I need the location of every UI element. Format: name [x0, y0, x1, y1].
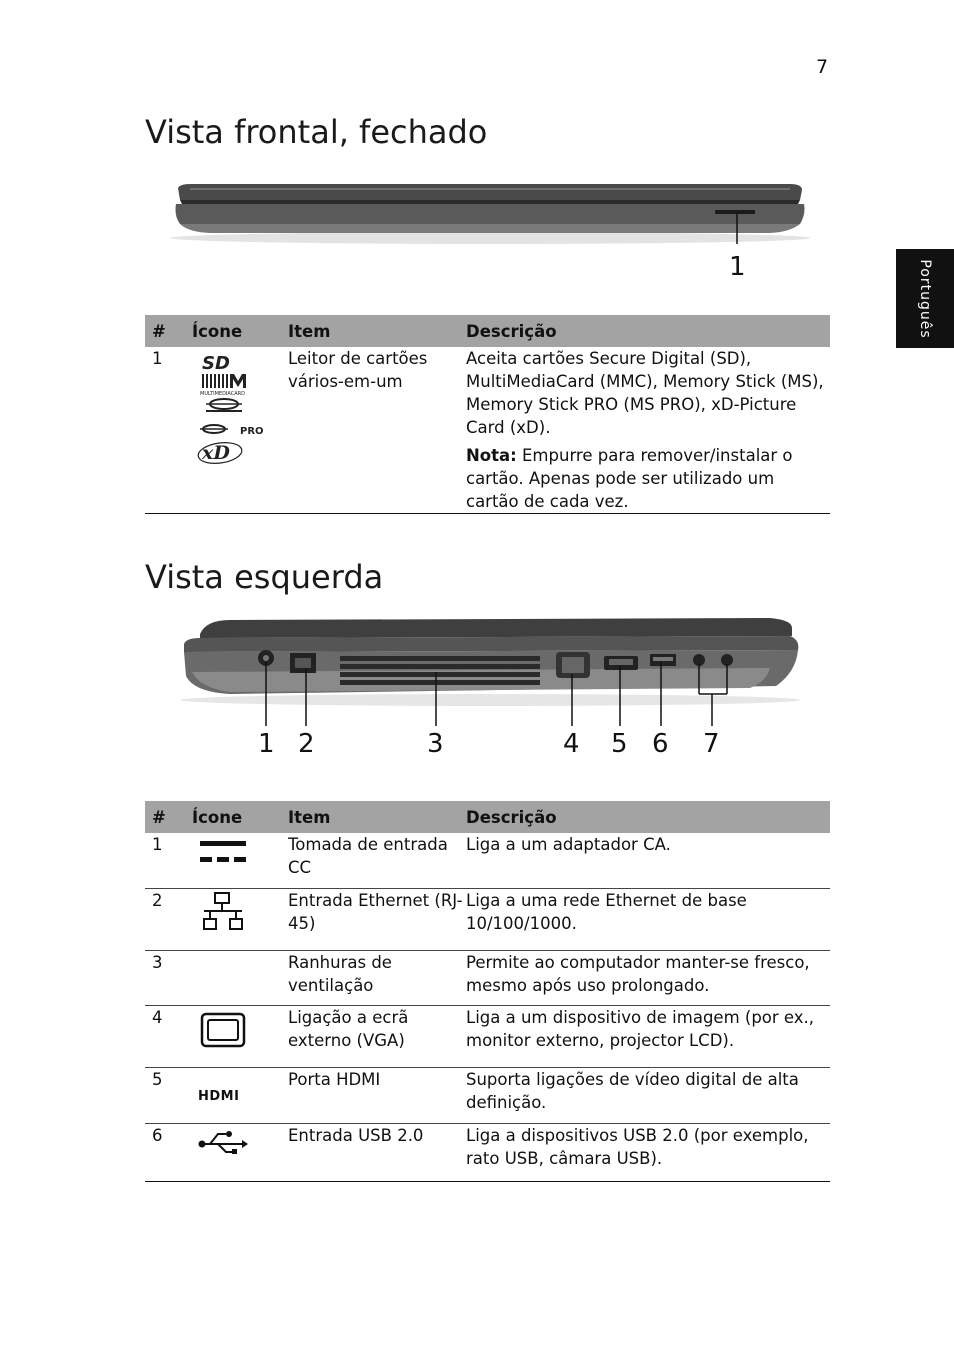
hdmi-icon: [196, 1068, 256, 1108]
laptop-front-illustration: [160, 178, 820, 288]
left-callout-7: 7: [703, 729, 720, 759]
header-item: Item: [288, 315, 466, 347]
row-num: 1: [145, 347, 192, 514]
row-icon: [192, 1067, 288, 1123]
row-icon: [192, 1123, 288, 1181]
row-desc: Permite ao computador manter-se fresco, mesmo após uso prolongado.: [466, 950, 830, 1005]
header-item: Item: [288, 801, 466, 833]
language-tab-label: Português: [917, 258, 933, 339]
laptop-left-illustration: [170, 612, 810, 732]
row-note: [466, 444, 830, 513]
row-desc: Liga a um dispositivo de imagem (por ex., monitor externo, projector LCD).: [466, 1005, 830, 1067]
note-label: Nota:: [466, 446, 517, 465]
row-item: Ligação a ecrã externo (VGA): [288, 1005, 466, 1067]
left-callout-2: 2: [298, 729, 315, 759]
left-callout-5: 5: [611, 729, 628, 759]
sd-mmc-ms-xd-logos-icon: [196, 347, 276, 467]
row-icon: [192, 1005, 288, 1067]
left-callout-4: 4: [563, 729, 580, 759]
row-num: 2: [145, 888, 192, 950]
row-item: Entrada Ethernet (RJ-45): [288, 888, 466, 950]
table-row: [145, 888, 830, 950]
ethernet-icon: [196, 889, 256, 937]
row-icon: [192, 833, 288, 888]
header-num: #: [145, 315, 192, 347]
header-icon: Ícone: [192, 801, 288, 833]
row-desc: [466, 347, 830, 514]
table-row: [145, 833, 830, 888]
note-text: Empurre para remover/instalar o cartão. Apenas pode ser utilizado um cartão de cada vez.: [466, 446, 793, 511]
row-icon-empty: [192, 950, 288, 1005]
table-row: [145, 1123, 830, 1181]
svg-text:SD: SD: [202, 353, 230, 374]
language-tab: [896, 249, 954, 348]
row-item: Tomada de entrada CC: [288, 833, 466, 888]
row-desc: Liga a uma rede Ethernet de base 10/100/1000.: [466, 888, 830, 950]
row-item: Entrada USB 2.0: [288, 1123, 466, 1181]
front-callout-1: 1: [729, 252, 746, 282]
table-row: [145, 347, 830, 514]
row-num: 1: [145, 833, 192, 888]
left-callout-3: 3: [427, 729, 444, 759]
header-desc: Descrição: [466, 801, 830, 833]
table-row: [145, 1005, 830, 1067]
table-header-row: [145, 801, 830, 833]
usb-icon: [196, 1124, 256, 1164]
header-icon: Ícone: [192, 315, 288, 347]
svg-text:xD: xD: [202, 442, 230, 464]
header-num: #: [145, 801, 192, 833]
table-row: [145, 950, 830, 1005]
svg-text:HDMI: HDMI: [198, 1088, 240, 1104]
left-callout-6: 6: [652, 729, 669, 759]
front-view-title: Vista frontal, fechado: [145, 113, 488, 151]
row-desc: Liga a dispositivos USB 2.0 (por exemplo, rato USB, câmara USB).: [466, 1123, 830, 1181]
dc-in-icon: [196, 833, 256, 873]
row-icon: [192, 888, 288, 950]
table-header-row: [145, 315, 830, 347]
row-item: Ranhuras de ventilação: [288, 950, 466, 1005]
row-num: 3: [145, 950, 192, 1005]
row-num: 5: [145, 1067, 192, 1123]
table-row: [145, 1067, 830, 1123]
vga-icon: [196, 1006, 256, 1054]
row-item: Leitor de cartões vários-em-um: [288, 347, 466, 514]
left-view-title: Vista esquerda: [145, 558, 384, 596]
svg-text:PRO: PRO: [240, 426, 264, 437]
row-item: Porta HDMI: [288, 1067, 466, 1123]
row-num: 6: [145, 1123, 192, 1181]
row-desc: Liga a um adaptador CA.: [466, 833, 830, 888]
left-callout-1: 1: [258, 729, 275, 759]
row-num: 4: [145, 1005, 192, 1067]
card-reader-icons: [192, 347, 288, 514]
page-number: 7: [816, 56, 829, 78]
front-ports-table: [145, 315, 830, 514]
svg-text:MULTIMEDIACARD: MULTIMEDIACARD: [200, 391, 245, 397]
header-desc: Descrição: [466, 315, 830, 347]
left-ports-table: [145, 801, 830, 1182]
row-desc: Suporta ligações de vídeo digital de alta definição.: [466, 1067, 830, 1123]
row-desc-text: Aceita cartões Secure Digital (SD), MultiMediaCard (MMC), Memory Stick (MS), Memory Stick PRO (MS PRO), xD-Picture Card (xD).: [466, 349, 824, 437]
